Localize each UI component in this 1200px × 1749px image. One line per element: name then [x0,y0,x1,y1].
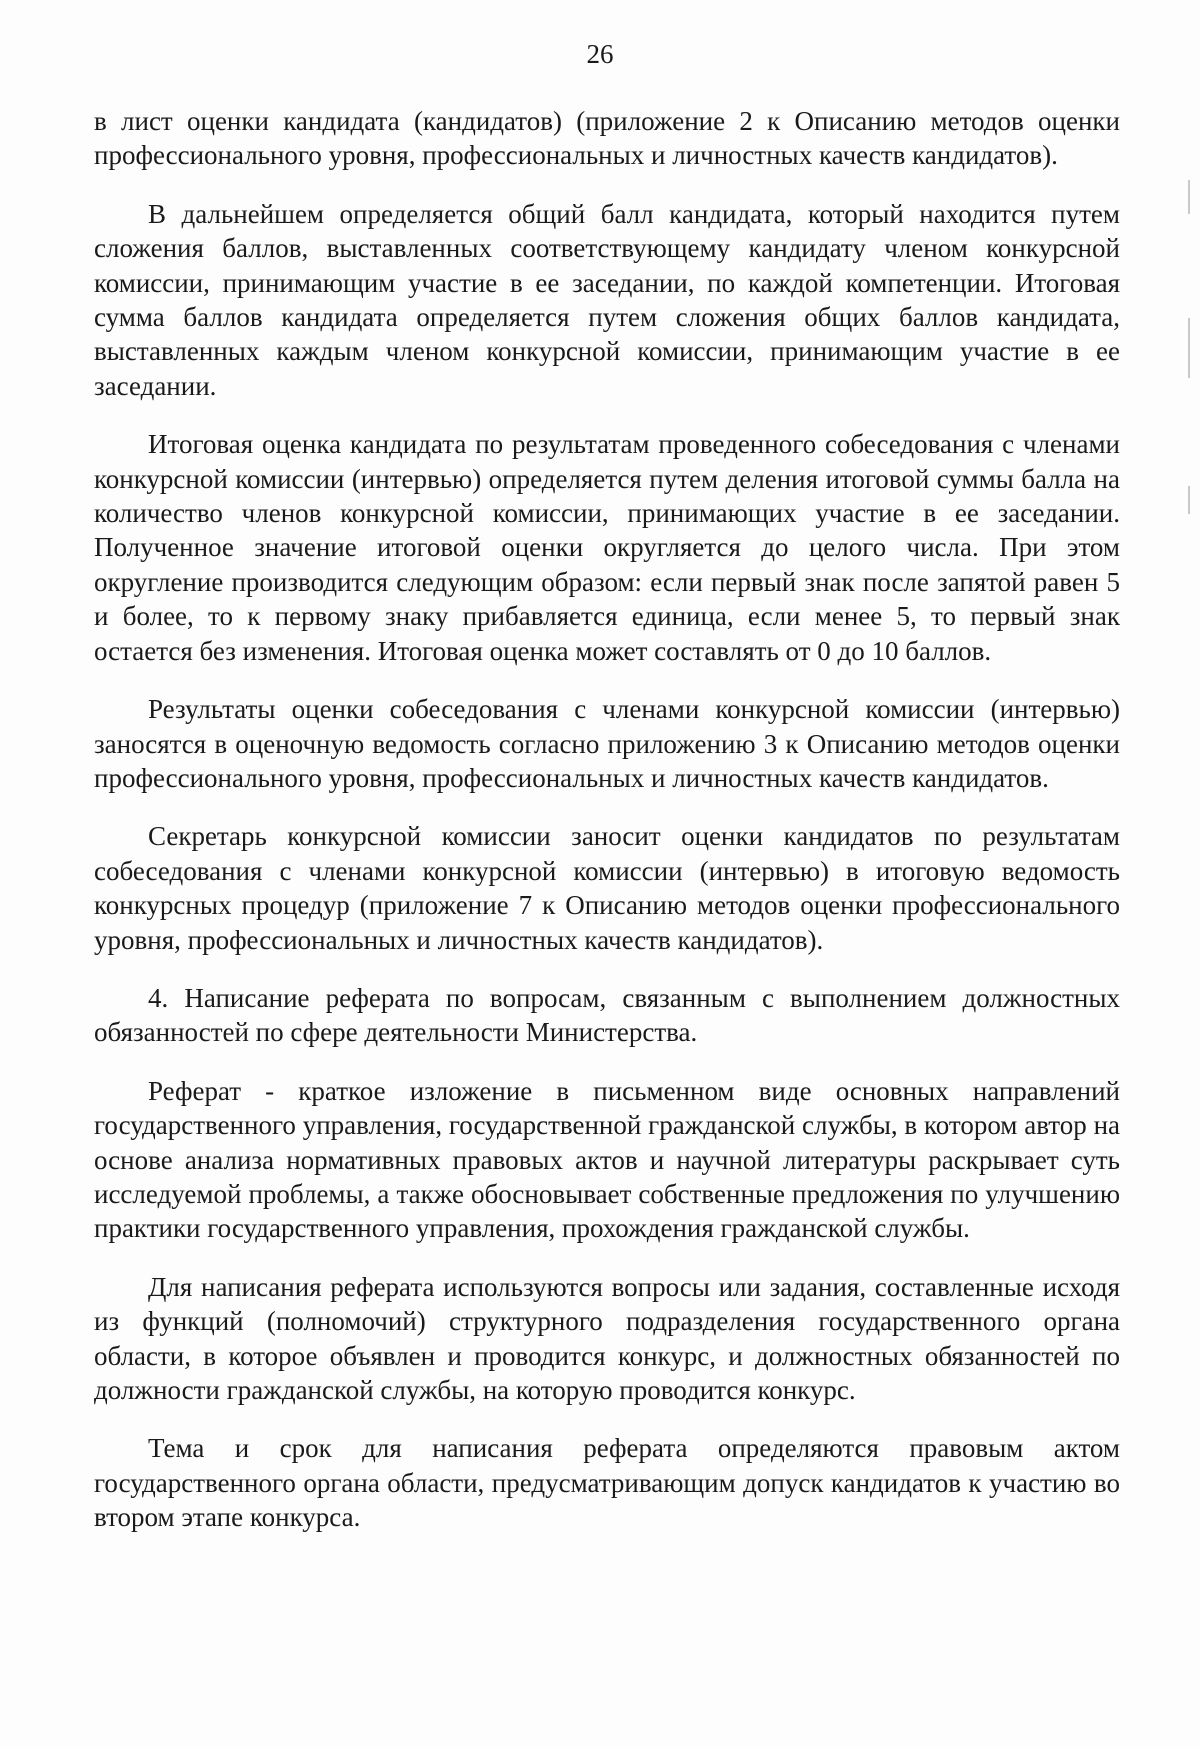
document-body [94,104,1120,1535]
scan-edge-mark [1188,318,1190,378]
paragraph-essay-definition: Реферат - краткое изложение в письменном виде основных направлений государственного управления, государственной гражданской службы, в котором автор на основе анализа нормативных правовых актов и научной литературы раскрывает суть исследуемой проблемы, а также обосновывает собственные предложения по улучшению практики государственного управления, прохождения гражданской службы. [94,1075,1120,1244]
paragraph-continuation: в лист оценки кандидата (кандидатов) (приложение 2 к Описанию методов оценки профессионального уровня, профессиональных и личностных качеств кандидатов). [94,106,1120,171]
paragraph-essay-questions: Для написания реферата используются вопросы или задания, составленные исходя из функций (полномочий) структурного подразделения государственного органа области, в которое объявлен и проводится конкурс, и должностных обязанностей по должности гражданской службы, на которую проводится конкурс. [94,1271,1120,1405]
scan-edge-mark [1188,486,1190,514]
paragraph-interview-results: Результаты оценки собеседования с членами конкурсной комиссии (интервью) заносятся в оценочную ведомость согласно приложению 3 к Описанию методов оценки профессионального уровня, профессиональных и личностных качеств кандидатов. [94,694,1120,793]
page-number: 26 [586,39,614,69]
scan-edge-mark [1188,180,1190,214]
paragraph-total-score: В дальнейшем определяется общий балл кандидата, который находится путем сложения баллов, выставленных соответствующему кандидату членом конкурсной комиссии, принимающим участие в ее заседании, по каждой компетенции. Итоговая сумма баллов кандидата определяется путем сложения общих баллов кандидата, выставленных каждым членом конкурсной комиссии, принимающим участие в ее заседании. [94,198,1120,401]
paragraph-essay-heading: 4. Написание реферата по вопросам, связанным с выполнением должностных обязанностей по сфере деятельности Министерства. [94,982,1120,1048]
paragraph-essay-topic: Тема и срок для написания реферата определяются правовым актом государственного органа области, предусматривающим допуск кандидатов к участию во втором этапе конкурса. [94,1433,1120,1533]
paragraph-secretary: Секретарь конкурсной комиссии заносит оценки кандидатов по результатам собеседования с членами конкурсной комиссии (интервью) в итоговую ведомость конкурсных процедур (приложение 7 к Описанию методов оценки профессионального уровня, профессиональных и личностных качеств кандидатов). [94,821,1120,955]
paragraph-final-assessment: Итоговая оценка кандидата по результатам проведенного собеседования с членами конкурсной комиссии (интервью) определяется путем деления итоговой суммы балла на количество членов конкурсной комиссии, принимающих участие в ее заседании. Полученное значение итоговой оценки округляется до целого числа. При этом округление производится следующим образом: если первый знак после запятой равен 5 и более, то к первому знаку прибавляется единица, если менее 5, то первый знак остается без изменения. Итоговая оценка может составлять от 0 до 10 баллов. [94,429,1120,666]
